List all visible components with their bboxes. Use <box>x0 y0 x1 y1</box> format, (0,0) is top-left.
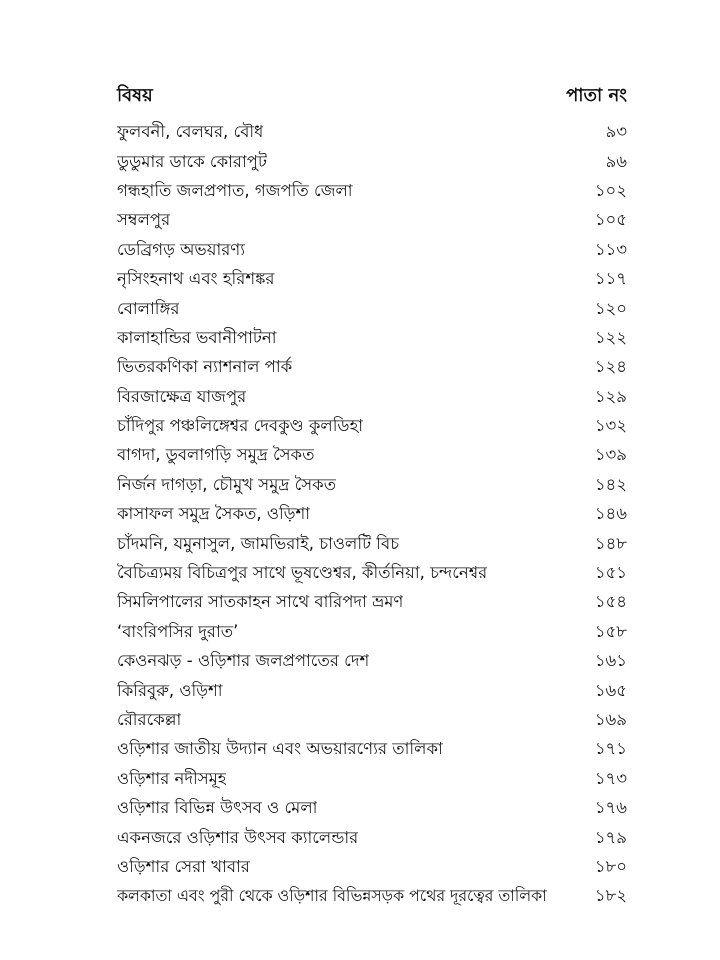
toc-entry-title: বিরজাক্ষেত্র যাজপুর <box>117 386 247 406</box>
toc-entry-title: বোলাঙ্গির <box>117 298 180 318</box>
toc-entry-page-number: ১০২ <box>594 180 627 200</box>
toc-entry-title: সম্বলপুর <box>117 210 171 230</box>
toc-entry-page-number: ১১৩ <box>594 239 627 259</box>
toc-entry <box>117 823 627 852</box>
toc-entry-page-number: ১৭৯ <box>594 827 627 847</box>
page-number-column-heading: পাতা নং <box>566 84 627 106</box>
toc-entry-page-number: ১১৭ <box>594 269 627 289</box>
toc-entry-title: বৈচিত্র্যময় বিচিত্রপুর সাথে ভূষণ্ডেশ্বর, কীর্তনিয়া, চন্দনেশ্বর <box>117 563 488 583</box>
toc-entry <box>117 471 627 500</box>
toc-entry <box>117 265 627 294</box>
toc-entry-title: সিমলিপালের সাতকাহন সাথে বারিপদা ভ্রমণ <box>117 592 404 612</box>
toc-entry-title: কাসাফল সমুদ্র সৈকত, ওড়িশা <box>117 504 311 524</box>
toc-entry-page-number: ১৪৮ <box>594 533 627 553</box>
toc-entry <box>117 794 627 823</box>
toc-entry <box>117 618 627 647</box>
toc-entry <box>117 735 627 764</box>
toc-entry <box>117 383 627 412</box>
toc-entry-title: কেওনঝড় - ওড়িশার জলপ্রপাতের দেশ <box>117 651 370 671</box>
toc-entry <box>117 706 627 735</box>
toc-entry-page-number: ১৭৬ <box>594 798 627 818</box>
toc-entry <box>117 324 627 353</box>
toc-entry-page-number: ১৭১ <box>594 739 627 759</box>
toc-entry-title: গন্ধহাতি জলপ্রপাত, গজপতি জেলা <box>117 180 353 200</box>
toc-entry-title: ভিতরকণিকা ন্যাশনাল পার্ক <box>117 357 293 377</box>
toc-entry <box>117 500 627 529</box>
toc-entry-page-number: ১৪৬ <box>594 504 627 524</box>
toc-entry-page-number: ১২৯ <box>594 386 627 406</box>
toc-entry <box>117 882 627 911</box>
toc-entry <box>117 236 627 265</box>
toc-entry-title: কিরিবুরু, ওড়িশা <box>117 680 223 700</box>
subject-column-heading: বিষয় <box>117 84 153 106</box>
toc-entry-title: ডেব্রিগড় অভয়ারণ্য <box>117 239 246 259</box>
toc-entry <box>117 676 627 705</box>
toc-entry-page-number: ১৬৫ <box>594 680 627 700</box>
toc-entry-title: চাঁদিপুর পঞ্চলিঙ্গেশ্বর দেবকুণ্ড কুলডিহা <box>117 416 364 436</box>
toc-entry-title: ডুডুমার ডাকে কোরাপুট <box>117 151 267 171</box>
toc-entry <box>117 147 627 176</box>
toc-entry-title: ওড়িশার সেরা খাবার <box>117 856 250 876</box>
toc-entry-page-number: ১৩২ <box>594 416 627 436</box>
toc-entry <box>117 177 627 206</box>
toc-entry-page-number: ১২২ <box>594 327 627 347</box>
toc-entry-title: ‘বাংরিপসির দুরাত’ <box>117 621 239 641</box>
toc-entry <box>117 588 627 617</box>
toc-entry-title: বাগদা, ডুবলাগড়ি সমুদ্র সৈকত <box>117 445 315 465</box>
toc-entry-page-number: ১৬৯ <box>594 710 627 729</box>
toc-entry-page-number: ১২৪ <box>594 357 627 377</box>
toc-entry-title: ওড়িশার বিভিন্ন উৎসব ও মেলা <box>117 798 318 818</box>
toc-entry-page-number: ৯৬ <box>605 151 627 171</box>
toc-entry-title: নৃসিংহনাথ এবং হরিশঙ্কর <box>117 269 275 289</box>
toc-entry-page-number: ১৮০ <box>594 856 627 876</box>
toc-entry <box>117 118 627 147</box>
toc-entry <box>117 559 627 588</box>
toc-entry-title: রৌরকেল্লা <box>117 710 182 729</box>
toc-entry-page-number: ১৫৪ <box>594 592 627 612</box>
toc-entry-page-number: ১৫১ <box>594 563 627 583</box>
toc-entry-title: চাঁদমনি, যমুনাসুল, জামভিরাই, চাওলটি বিচ <box>117 533 400 553</box>
toc-entry <box>117 647 627 676</box>
toc-entry-page-number: ৯৩ <box>605 122 627 142</box>
toc-entry-title: কালাহান্ডির ভবানীপাটনা <box>117 327 277 347</box>
toc-entry <box>117 853 627 882</box>
toc-entry <box>117 765 627 794</box>
toc-entry-page-number: ১৮২ <box>594 886 627 906</box>
toc-entry-page-number: ১৭৩ <box>594 768 627 788</box>
toc-entry-page-number: ১৩৯ <box>594 445 627 465</box>
toc-entry-title: একনজরে ওড়িশার উৎসব ক্যালেন্ডার <box>117 827 359 847</box>
toc-entry-title: কলকাতা এবং পুরী থেকে ওড়িশার বিভিন্নসড়ক পথের দূরত্বের তালিকা <box>117 886 547 906</box>
toc-entry-page-number: ১৫৮ <box>594 621 627 641</box>
toc-entry-title: নির্জন দাগড়া, চৌমুখ সমুদ্র সৈকত <box>117 474 337 494</box>
toc-entry-page-number: ১০৫ <box>594 210 627 230</box>
toc-entry <box>117 412 627 441</box>
toc-entry-title: ওড়িশার নদীসমূহ <box>117 768 227 788</box>
toc-entry-page-number: ১৪২ <box>594 474 627 494</box>
toc-header <box>117 80 627 112</box>
toc-entry <box>117 529 627 558</box>
toc-entry <box>117 294 627 323</box>
toc-entry-title: ফুলবনী, বেলঘর, বৌধ <box>117 122 264 142</box>
toc-entry-title: ওড়িশার জাতীয় উদ্যান এবং অভয়ারণ্যের তালিকা <box>117 739 443 759</box>
toc-list <box>117 118 627 912</box>
toc-entry <box>117 441 627 470</box>
toc-entry-page-number: ১৬১ <box>594 651 627 671</box>
toc-entry-page-number: ১২০ <box>594 298 627 318</box>
toc-entry <box>117 353 627 382</box>
toc-entry <box>117 206 627 235</box>
